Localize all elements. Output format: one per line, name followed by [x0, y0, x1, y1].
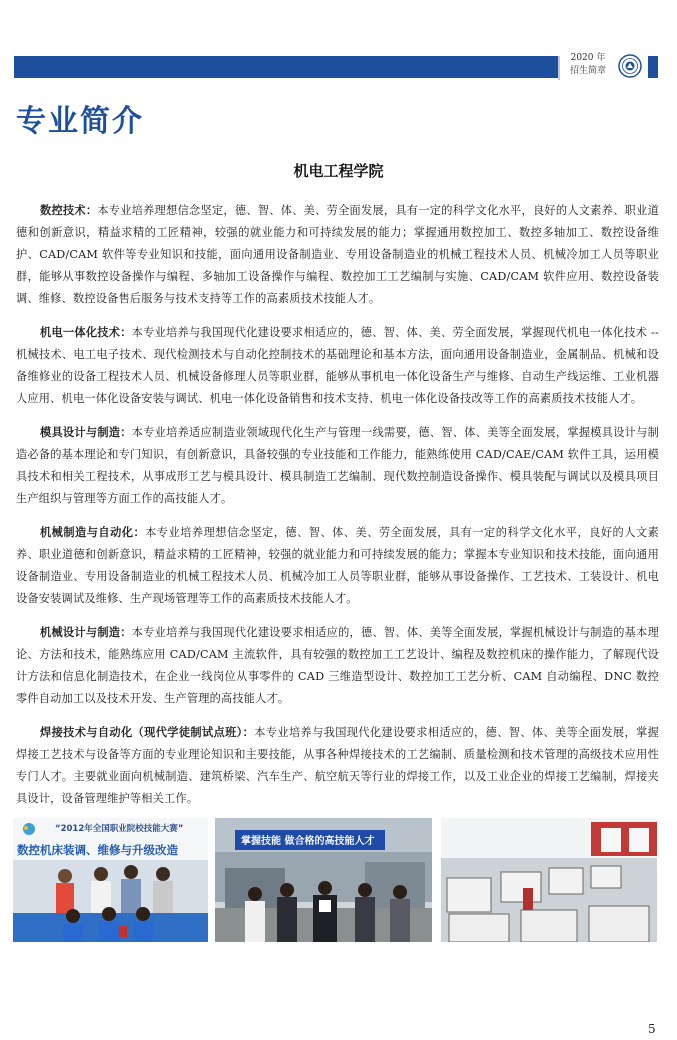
major-description: 本专业培养理想信念坚定，德、智、体、美、劳全面发展，具有一定的科学文化水平，良好的人文素养、职业道德和创新意识，精益求精的工匠精神，较强的就业能力和可持续发展的能力；掌握通用数控加工、数控多轴加工、数控设备维护、CAD/CAM 软件等专业知识和技能，面向通用设备制造业、专用设备制造业的机械工程技术人员、机械冷加工人员等职业群，能够从事数控设备操作与编程、多轴加工设备操作与编程、数控加工工艺编制与实施、CAD/CAM 软件应用、数控设备装调、维修、数控设备售后服务与技术支持等工作的高素质技术技能人才。	[16, 204, 659, 305]
major-name: 焊接技术与自动化（现代学徒制试点班）：	[40, 725, 255, 739]
major-paragraph	[16, 321, 659, 410]
major-paragraph	[16, 199, 659, 310]
major-paragraph	[16, 721, 659, 810]
college-title: 机电工程学院	[293, 162, 384, 180]
major-name: 机械制造与自动化：	[40, 525, 146, 539]
school-emblem-icon	[618, 54, 642, 78]
machine-workshop-photo	[441, 818, 657, 942]
section-title: 专业简介	[16, 104, 144, 139]
majors-list	[16, 199, 659, 821]
photo-banner-top: “2012年全国职业院校技能大赛”	[55, 824, 184, 834]
major-name: 数控技术：	[40, 203, 98, 217]
header-year-block	[563, 52, 613, 78]
major-name: 机电一体化技术：	[40, 325, 132, 339]
major-description: 本专业培养与我国现代化建设要求相适应的，德、智、体、美等全面发展，掌握焊接工艺技术与设备等方面的专业理论知识和主要技能，从事各种焊接技术的工艺编制、质量检测和技术管理的高级技术应用性专门人才。主要就业面向机械制造、建筑桥梁、汽车生产、航空航天等行业的焊接工作，以及工业企业的焊接工艺编制，焊接夹具设计，设备管理维护等相关工作。	[16, 726, 659, 805]
major-description: 本专业培养与我国现代化建设要求相适应的，德、智、体、美、劳全面发展，掌握现代机电一体化技术 -- 机械技术、电工电子技术、现代检测技术与自动化控制技术的基础理论和基本方法，面向通用设备制造业，金属制品、机械和设备维修业的设备工程技术人员、机械设备修理人员等职业群，能够从事机电一体化设备生产与维修、自动生产线运维、工业机器人应用、机电一体化设备安装与调试、机电一体化设备销售和技术支持、机电一体化设备技改等工作的高素质技术技能人才。	[16, 326, 659, 405]
competition-group-photo	[13, 818, 208, 942]
major-paragraph	[16, 521, 659, 610]
major-name: 机械设计与制造：	[40, 625, 132, 639]
photo-banner-main: 数控机床装调、维修与升级改造	[17, 843, 178, 857]
major-paragraph	[16, 621, 659, 710]
header-end-bar	[648, 56, 658, 78]
page-number: 5	[648, 1022, 656, 1036]
photo-banner: 掌握技能 做合格的高技能人才	[241, 836, 375, 847]
workshop-visit-photo	[215, 818, 432, 942]
major-description: 本专业培养适应制造业领域现代化生产与管理一线需要，德、智、体、美等全面发展，掌握模具设计与制造必备的基本理论和专门知识，有创新意识，具备较强的专业技能和工作能力，能熟练使用 CAD/CAE/CAM 软件工具，运用模具技术和相关工程技术，从事成形工艺与模具设计、模具制造工艺编制、现代数控制造设备操作、模具装配与调试以及模具项目生产组织与管理等方面工作的高技能人才。	[16, 426, 659, 505]
header-divider	[558, 56, 560, 80]
major-description: 本专业培养与我国现代化建设要求相适应的，德、智、体、美等全面发展，掌握机械设计与制造的基本理论、方法和技术，能熟练应用 CAD/CAM 主流软件，具有较强的数控加工工艺设计、编程及数控机床的操作能力，了解现代设计方法和信息化制造技术，在企业一线岗位从事零件的 CAD 三维造型设计、数控加工工艺分析、CAM 自动编程、DNC 数控零件自动加工以及技术开发、生产管理的高技能人才。	[16, 626, 659, 705]
major-paragraph	[16, 421, 659, 510]
major-description: 本专业培养理想信念坚定，德、智、体、美、劳全面发展，具有一定的科学文化水平，良好的人文素养、职业道德和创新意识，精益求精的工匠精神，较强的就业能力和可持续发展的能力；掌握本专业知识和技术技能，面向通用设备制造业、专用设备制造业的机械工程技术人员、机械冷加工人员等职业群，能够从事设备操作、工艺技术、工装设计、机电设备安装调试及维修、生产现场管理等工作的高素质技术技能人才。	[16, 526, 659, 605]
header-year: 2020 年	[570, 53, 606, 63]
header-subtitle: 招生简章	[569, 66, 606, 76]
major-name: 模具设计与制造：	[40, 425, 132, 439]
header-bar	[14, 56, 558, 78]
